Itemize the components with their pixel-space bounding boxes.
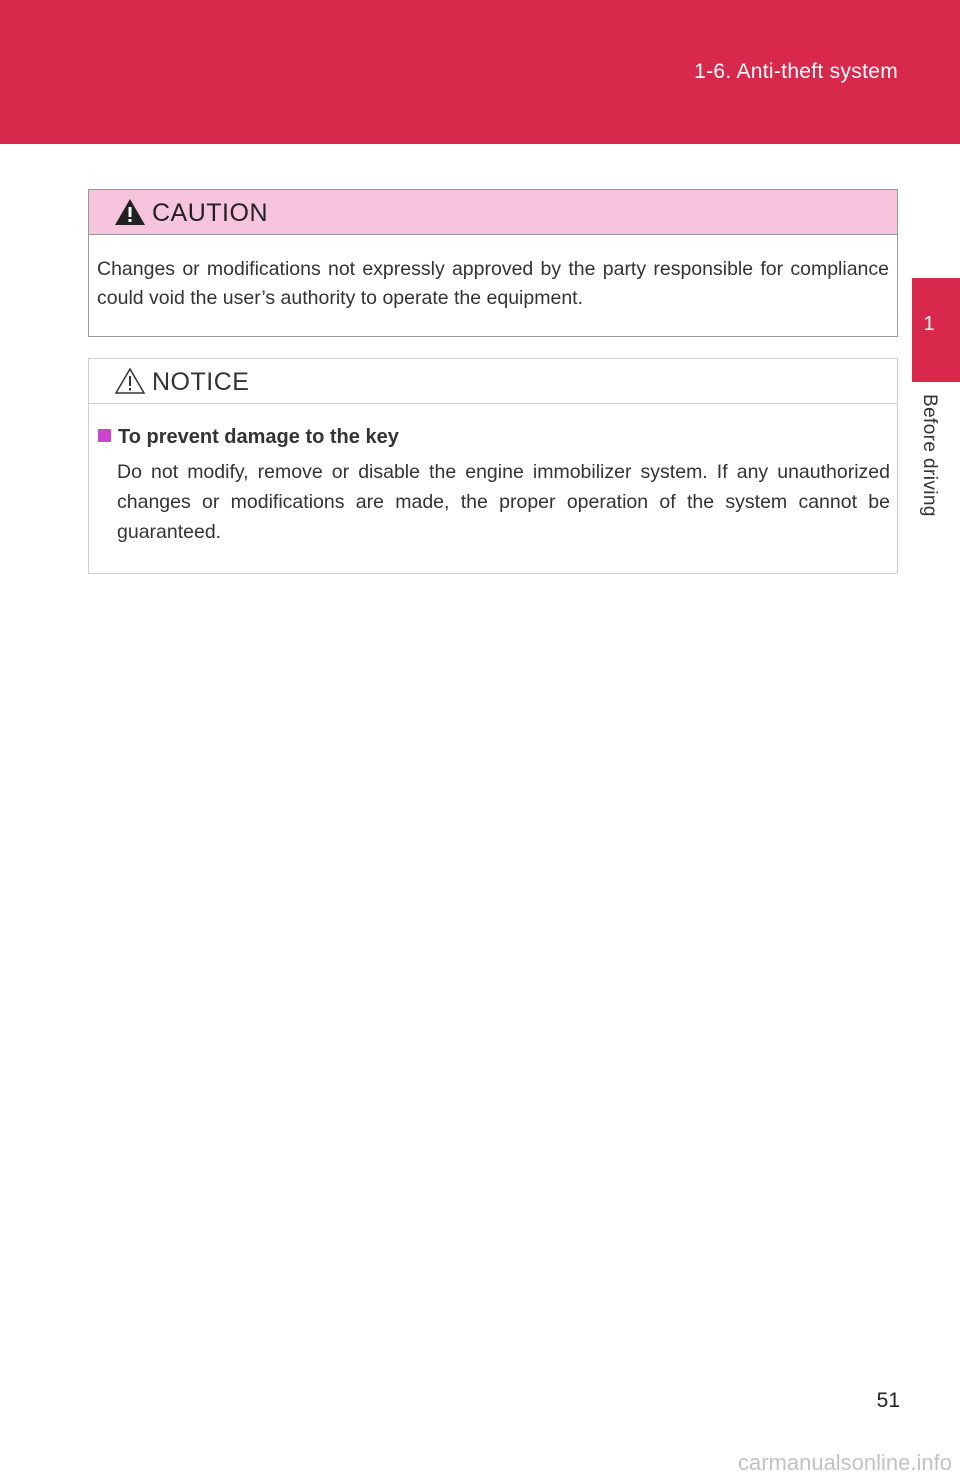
notice-item-title-text: To prevent damage to the key bbox=[118, 426, 399, 448]
square-bullet-icon bbox=[98, 429, 111, 442]
warning-triangle-outline-icon bbox=[114, 367, 146, 400]
notice-item-text: Do not modify, remove or disable the engine immobilizer system. If any unauthorized changes or modifications are made, the proper operation of the system cannot be guaranteed. bbox=[117, 461, 890, 543]
caution-box bbox=[88, 189, 898, 337]
section-title: 1-6. Anti-theft system bbox=[694, 60, 898, 83]
notice-box bbox=[88, 358, 898, 574]
chapter-label: Before driving bbox=[919, 394, 940, 517]
page-number: 51 bbox=[876, 1389, 900, 1412]
notice-header bbox=[89, 359, 897, 404]
watermark: carmanualsonline.info bbox=[737, 1450, 952, 1475]
caution-title: CAUTION bbox=[152, 199, 268, 227]
caution-text: Changes or modifications not expressly approved by the party responsible for compliance could void the user’s authority to operate the equipment. bbox=[97, 258, 889, 309]
chapter-number: 1 bbox=[923, 313, 935, 335]
notice-title: NOTICE bbox=[152, 368, 250, 396]
notice-item-title bbox=[98, 426, 399, 449]
caution-header bbox=[89, 190, 897, 235]
warning-triangle-icon bbox=[114, 198, 146, 231]
